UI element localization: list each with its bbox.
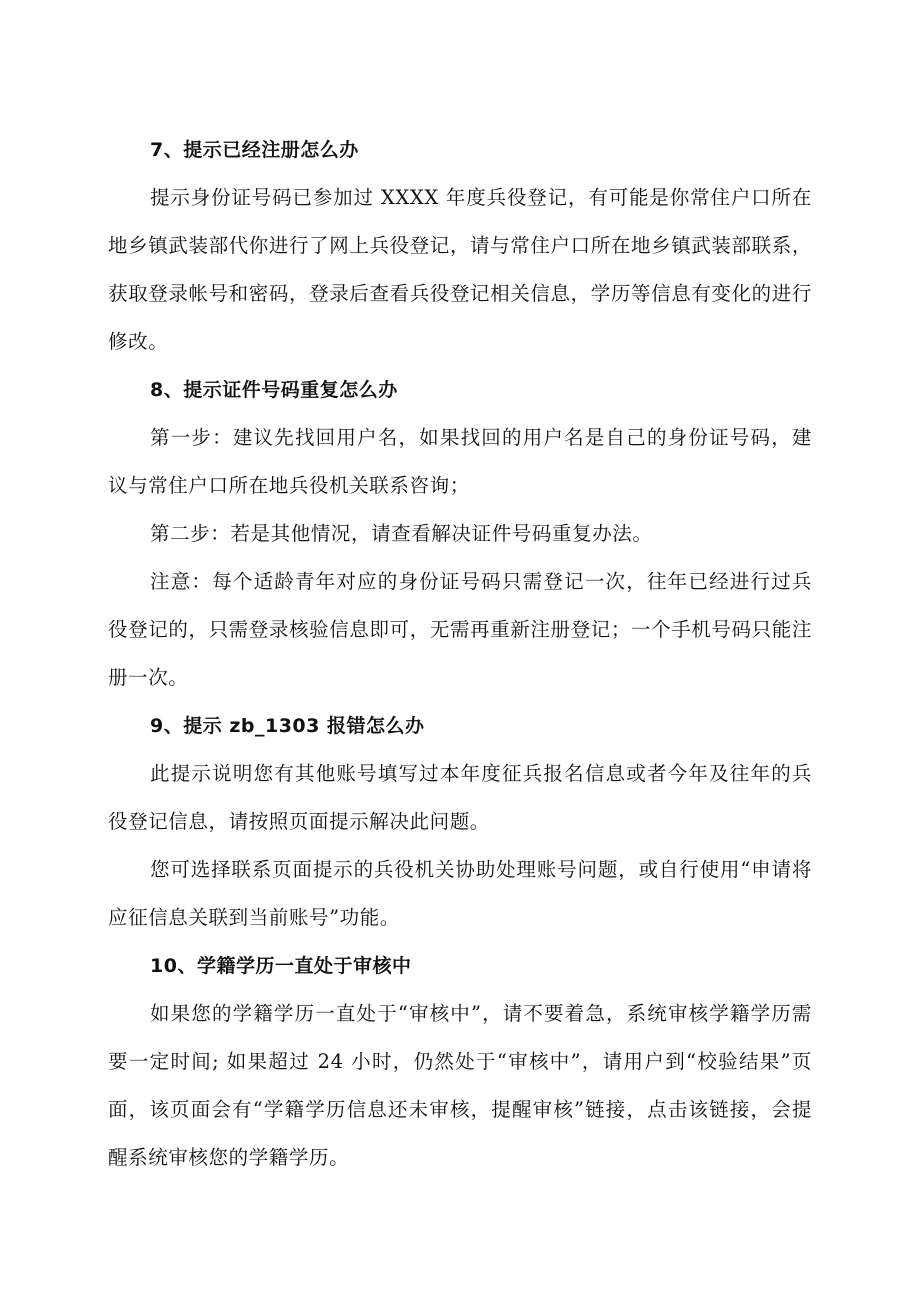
section-9 <box>108 702 812 942</box>
paragraph: 提示身份证号码已参加过 XXXX 年度兵役登记，有可能是你常住户口所在地乡镇武装部代你进行了网上兵役登记，请与常住户口所在地乡镇武装部联系，获取登录帐号和密码，登录后查看兵役登记相关信息，学历等信息有变化的进行修改。 <box>108 186 812 353</box>
section-heading: 7、提示已经注册怎么办 <box>150 139 359 161</box>
paragraph: 第一步：建议先找回用户名，如果找回的用户名是自己的身份证号码，建议与常住户口所在地兵役机关联系咨询； <box>108 426 812 497</box>
section-heading: 8、提示证件号码重复怎么办 <box>150 379 398 401</box>
paragraph: 您可选择联系页面提示的兵役机关协助处理账号问题，或自行使用“申请将应征信息关联到当前账号”功能。 <box>108 858 812 929</box>
section-8 <box>108 366 812 702</box>
section-7 <box>108 126 812 366</box>
section-heading: 10、学籍学历一直处于审核中 <box>150 955 412 977</box>
section-10 <box>108 942 812 1182</box>
paragraph: 第二步：若是其他情况，请查看解决证件号码重复办法。 <box>150 522 653 545</box>
paragraph: 此提示说明您有其他账号填写过本年度征兵报名信息或者今年及往年的兵役登记信息，请按照页面提示解决此问题。 <box>108 762 812 833</box>
section-heading: 9、提示 zb_1303 报错怎么办 <box>150 715 425 737</box>
paragraph: 如果您的学籍学历一直处于“审核中”，请不要着急，系统审核学籍学历需要一定时间; 如果超过 24 小时，仍然处于“审核中”，请用户到“校验结果”页面，该页面会有“学籍学历信息还未审核，提醒审核”链接，点击该链接，会提醒系统审核您的学籍学历。 <box>108 1002 812 1169</box>
paragraph: 注意：每个适龄青年对应的身份证号码只需登记一次，往年已经进行过兵役登记的，只需登录核验信息即可，无需再重新注册登记；一个手机号码只能注册一次。 <box>108 570 812 689</box>
